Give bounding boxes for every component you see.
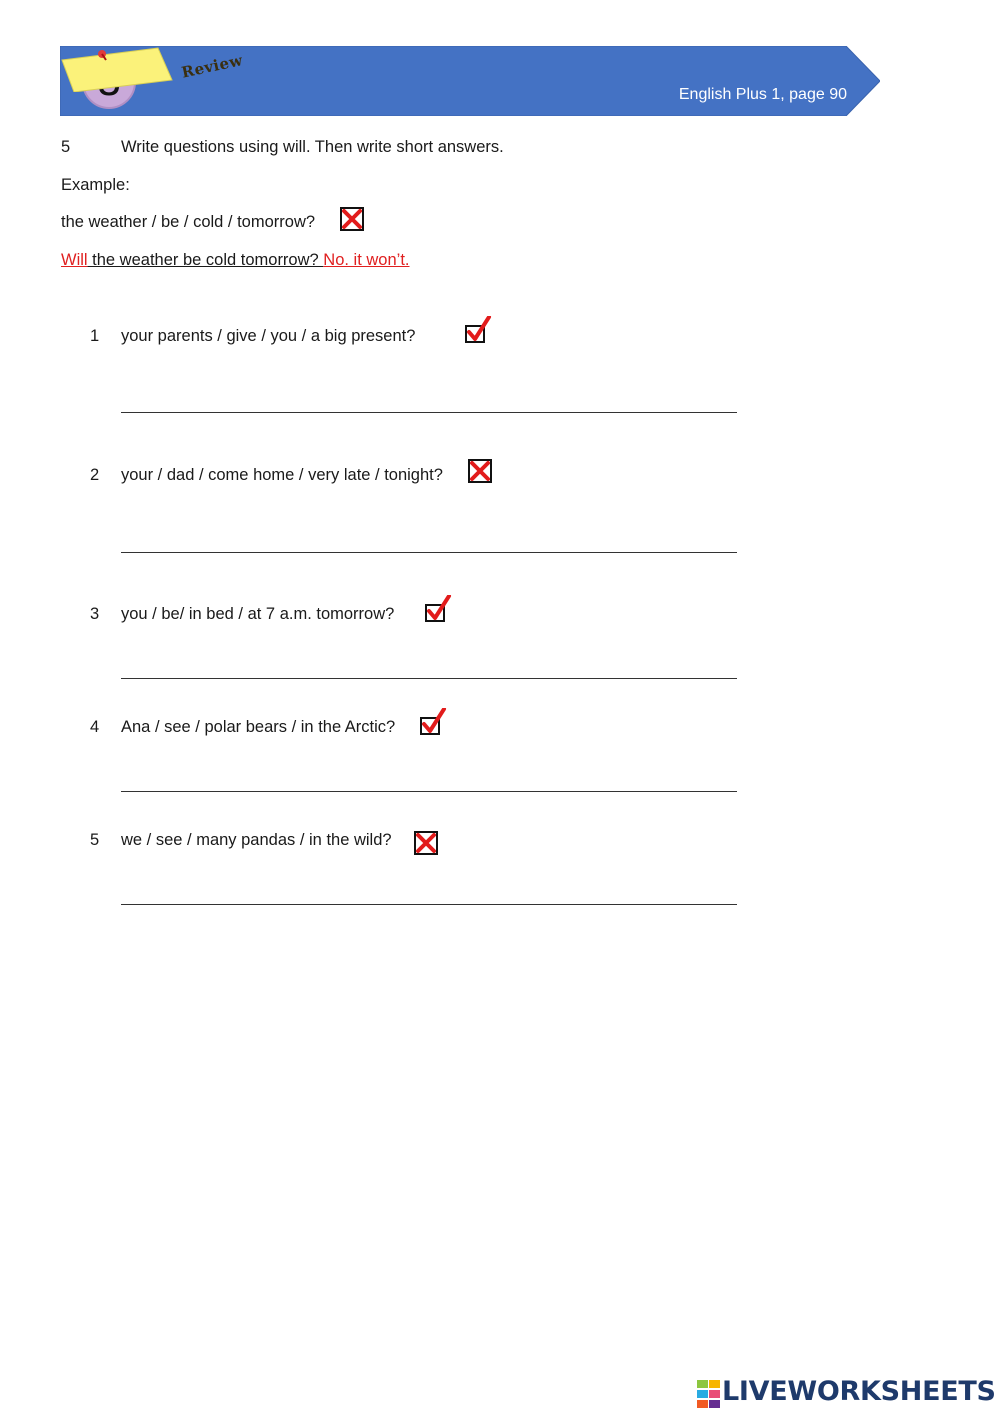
example-answer-short: No. it won’t. xyxy=(323,251,410,269)
answer-line[interactable] xyxy=(121,904,737,905)
item-prompt: Ana / see / polar bears / in the Arctic? xyxy=(121,718,396,736)
answer-line[interactable] xyxy=(121,412,737,413)
exercise-instruction: Write questions using will. Then write short answers. xyxy=(121,138,504,156)
answer-line[interactable] xyxy=(121,552,737,553)
liveworksheets-logo-icon xyxy=(697,1380,721,1408)
check-mark-icon xyxy=(464,316,492,344)
source-reference: English Plus 1, page 90 xyxy=(678,86,847,103)
exercise-number: 5 xyxy=(61,138,71,156)
item-prompt: your / dad / come home / very late / tonight? xyxy=(121,466,443,484)
example-answer-question: the weather be cold tomorrow? xyxy=(87,251,324,269)
cross-mark-icon xyxy=(339,206,367,234)
example-answer xyxy=(61,251,410,270)
example-answer-will: Will xyxy=(61,251,88,269)
answer-line[interactable] xyxy=(121,678,737,679)
item-prompt: you / be/ in bed / at 7 a.m. tomorrow? xyxy=(121,605,395,623)
item-number: 1 xyxy=(90,327,100,345)
item-prompt: we / see / many pandas / in the wild? xyxy=(121,831,392,849)
item-number: 4 xyxy=(90,718,100,736)
liveworksheets-brand: LIVEWORKSHEETS xyxy=(722,1376,996,1407)
cross-mark-icon xyxy=(413,830,441,858)
item-number: 2 xyxy=(90,466,100,484)
check-mark-icon xyxy=(419,708,447,736)
answer-line[interactable] xyxy=(121,791,737,792)
item-prompt: your parents / give / you / a big present? xyxy=(121,327,416,345)
item-number: 3 xyxy=(90,605,100,623)
cross-mark-icon xyxy=(467,458,495,486)
sticky-note-icon xyxy=(60,46,174,92)
example-label: Example: xyxy=(61,176,130,194)
item-number: 5 xyxy=(90,831,100,849)
review-label: Review xyxy=(180,51,245,82)
header-banner xyxy=(60,46,880,116)
example-prompt: the weather / be / cold / tomorrow? xyxy=(61,213,316,231)
check-mark-icon xyxy=(424,595,452,623)
